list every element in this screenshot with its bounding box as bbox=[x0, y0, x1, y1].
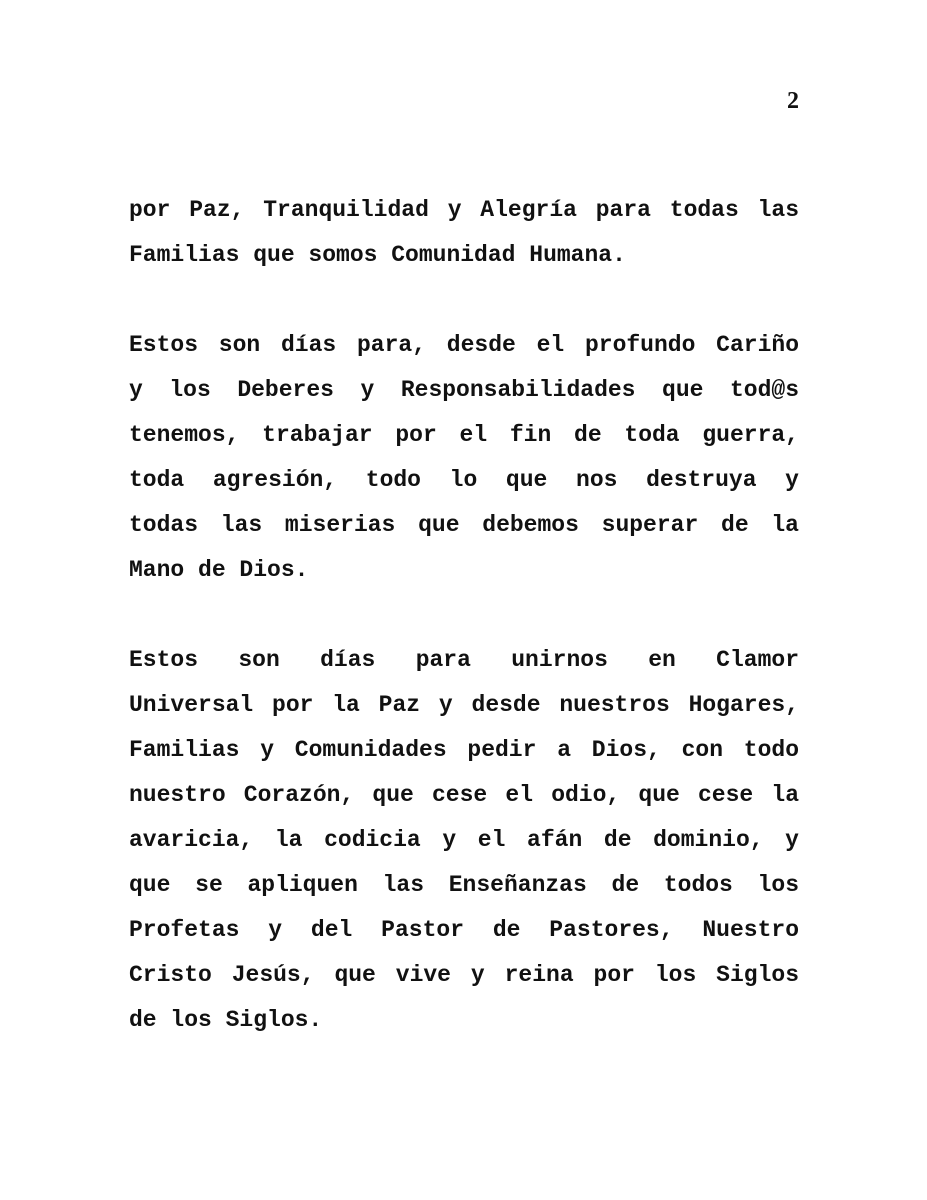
text-line: Estos son días para, desde el profundo Cariño bbox=[129, 332, 799, 358]
text-line: tenemos, trabajar por el fin de toda guerra, bbox=[129, 422, 799, 448]
paragraph-1 bbox=[129, 188, 799, 278]
text-line: que se apliquen las Enseñanzas de todos los bbox=[129, 872, 799, 898]
text-line: Estos son días para unirnos en Clamor bbox=[129, 647, 799, 673]
text-line: Profetas y del Pastor de Pastores, Nuestro bbox=[129, 917, 799, 943]
page-number: 2 bbox=[787, 88, 799, 114]
text-line: todas las miserias que debemos superar de la bbox=[129, 512, 799, 538]
paragraph-3 bbox=[129, 638, 799, 1043]
text-line: y los Deberes y Responsabilidades que tod@s bbox=[129, 377, 799, 403]
text-line: avaricia, la codicia y el afán de dominio, y bbox=[129, 827, 799, 853]
text-line: Universal por la Paz y desde nuestros Hogares, bbox=[129, 692, 799, 718]
text-line: toda agresión, todo lo que nos destruya y bbox=[129, 467, 799, 493]
text-line: Mano de Dios. bbox=[129, 557, 309, 583]
text-line: Familias y Comunidades pedir a Dios, con todo bbox=[129, 737, 799, 763]
paragraph-2 bbox=[129, 323, 799, 593]
text-line: por Paz, Tranquilidad y Alegría para todas las bbox=[129, 197, 799, 223]
document-body bbox=[129, 188, 799, 1088]
text-line: Familias que somos Comunidad Humana. bbox=[129, 242, 626, 268]
text-line: nuestro Corazón, que cese el odio, que cese la bbox=[129, 782, 799, 808]
text-line: de los Siglos. bbox=[129, 1007, 323, 1033]
text-line: Cristo Jesús, que vive y reina por los Siglos bbox=[129, 962, 799, 988]
